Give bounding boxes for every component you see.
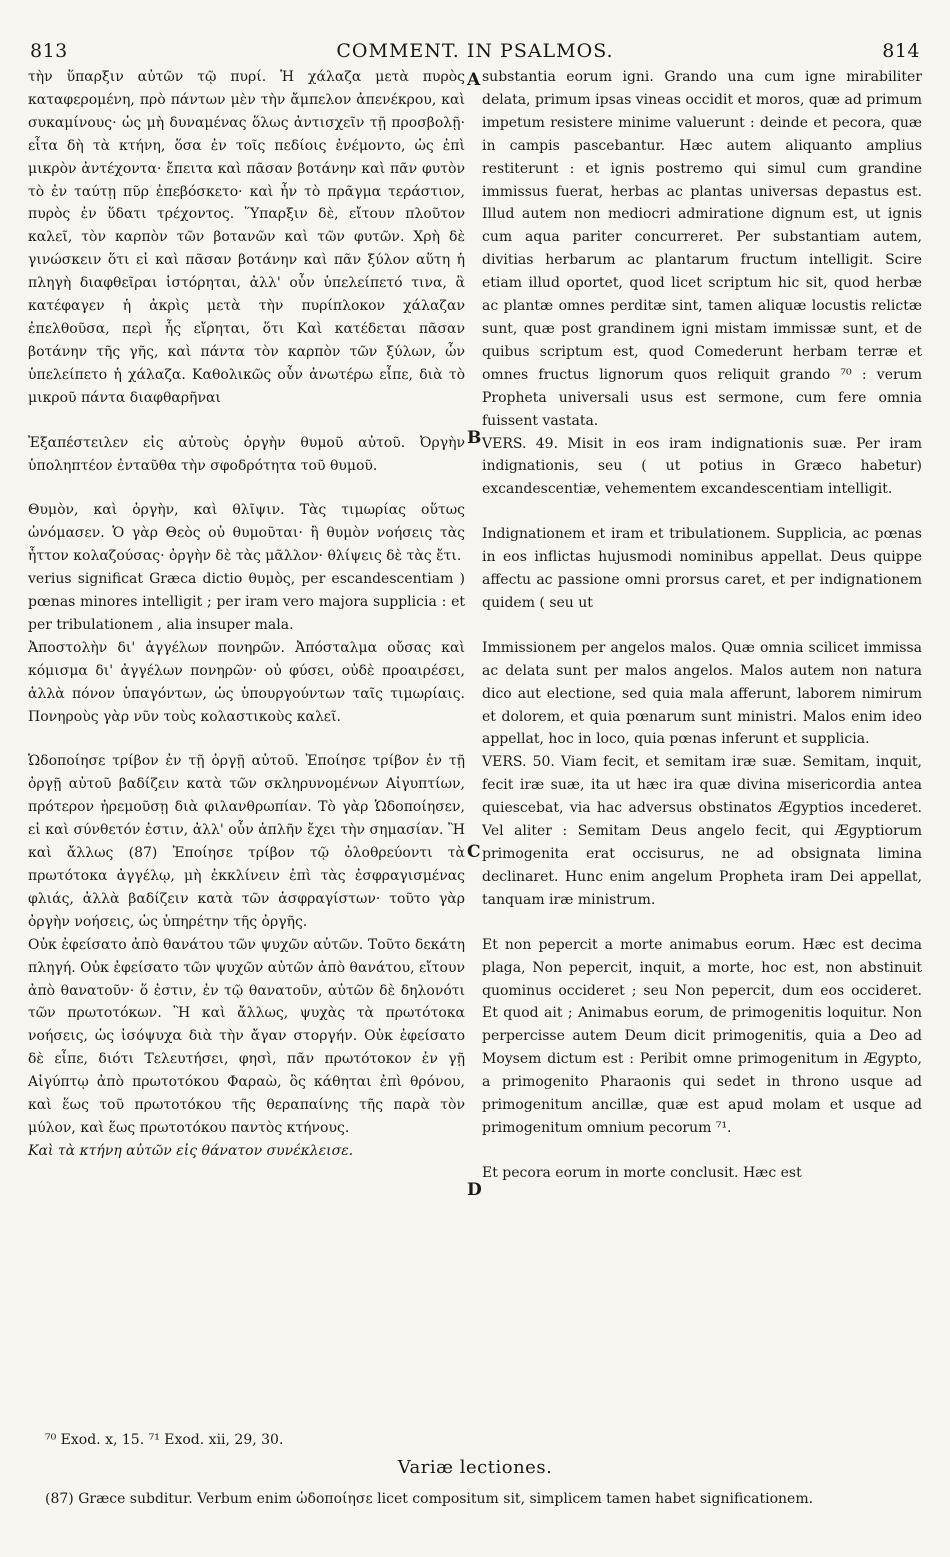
latin-spanning-line: verius significat Græca dictio θυμὸς, per escandescentiam ) pœnas minores intelligit ; per iram vero majora supplicia : et per tribulationem , alia insuper mala. <box>28 571 465 633</box>
variae-lectiones-text: (87) Græce subditur. Verbum enim ὡδοποίησε licet compositum sit, simplicem tamen habet significationem. <box>45 1491 814 1507</box>
margin-mark-d: D <box>467 1180 482 1200</box>
greek-paragraph-2: Ἐξαπέστειλεν εἰς αὐτοὺς ὀργὴν θυμοῦ αὐτοῦ. Ὀργὴν ὑποληπτέον ἐνταῦθα τὴν σφοδρότητα τοῦ θυμοῦ. <box>28 434 465 474</box>
right-page-number: 814 <box>882 40 920 62</box>
footnotes: ⁷⁰ Exod. x, 15. ⁷¹ Exod. xii, 29, 30. <box>45 1432 284 1448</box>
variae-lectiones-title: Variæ lectiones. <box>397 1457 553 1478</box>
greek-paragraph-1: τὴν ὕπαρξιν αὐτῶν τῷ πυρί. Ἡ χάλαζα μετὰ πυρὸς καταφερομένη, πρὸ πάντων μὲν τὴν ἄμπελον ἀπενέκρου, καὶ συκαμίνους· ὡς μὴ δυναμένας ὅλως ἀντισχεῖν τῇ προσβολῇ· εἶτα δὴ τὰ κτήνη, ὅσα ἐν τοῖς πεδίοις ἐνέμοντο, ὡς ἐπὶ μικρὸν ἀντέχοντα· ἔπειτα καὶ πᾶσαν βοτάνην καὶ πᾶν φυτὸν τὸ ἐν ταύτῃ πῦρ ἐπεβόσκετο· καὶ ἦν τὸ πρᾶγμα τεράστιον, πυρὸς ἐν ὕδατι τρέχοντος. Ὕπαρξιν δὲ, εἴτουν πλοῦτον καλεῖ, τὸν καρπὸν τῶν βοτανῶν καὶ τῶν φυτῶν. Χρὴ δὲ γινώσκειν ὅτι εἰ καὶ πᾶσαν βοτάνην καὶ πᾶν ξύλον αὕτη ἡ πληγὴ διαφθεῖραι ἱστόρηται, ἀλλ' οὖν ὑπελείπετό τινα, ἃ κατέφαγεν ἡ ἀκρὶς μετὰ τὴν πυρίπλοκον χάλαζαν ἐπελθοῦσα, περὶ ἧς εἴρηται, ὅτι Καὶ κατέδεται πᾶσαν βοτάνην τῆς γῆς, καὶ πάντα τὸν καρπὸν τῶν ξύλων, ὧν ὑπελείπετο ἡ χάλαζα. Καθολικῶς οὖν ἀνωτέρω εἶπε, διὰ τὸ μικροῦ πάντα διαφθαρῆναι <box>28 69 465 406</box>
latin-paragraph-3: Indignationem et iram et tribulationem. Supplicia, ac pœnas in eos inflictas hujusmodi nominibus appellat. Deus quippe affectu ac passione omni prorsus caret, et per indignationem quidem ( seu ut <box>482 526 922 611</box>
left-page-number: 813 <box>30 40 68 62</box>
latin-paragraph-1: substantia eorum igni. Grando una cum igne mirabiliter delata, primum ipsas vineas occidit et moros, quæ ad primum impetum resistere minime valuerunt : deinde et pecora, quæ in campis pascebantur. Hæc autem aliquanto amplius restiterunt : et ignis postremo qui simul cum grandine immissus fuerat, herbas ac plantas universas depastus est. Illud autem non mediocri admiratione dignum est, ut ignis cum aqua pariter concurreret. Per substantiam autem, divitias herbarum ac plantarum fructum intelligit. Scire etiam illud oportet, quod licet scriptum hic sit, quod herbæ ac plantæ omnes perditæ sint, tamen aliquæ locustis relictæ sunt, quæ post grandinem igni mistam immissæ sunt, et de quibus scriptum est, quod Comederunt herbam terræ et omnes fructus lignorum quos reliquit grando ⁷⁰ : verum Propheta universali usus est sermone, cum fere omnia fuissent vastata. <box>482 69 922 429</box>
margin-mark-b: B <box>467 428 482 448</box>
running-title: COMMENT. IN PSALMOS. <box>336 40 614 62</box>
greek-paragraph-3: Θυμὸν, καὶ ὀργὴν, καὶ θλῖψιν. Τὰς τιμωρίας οὕτως ὠνόμασεν. Ὁ γὰρ Θεὸς οὐ θυμοῦται· ἢ θυμὸν νοήσεις τὰς ἧττον κολαζούσας· ὀργὴν δὲ τὰς μᾶλλον· θλίψεις δὲ τὰς ἔτι. <box>28 502 465 565</box>
greek-column <box>28 66 465 1163</box>
latin-paragraph-5: VERS. 50. Viam fecit, et semitam iræ suæ. Semitam, inquit, fecit iræ suæ, ita ut hæc ira quæ divina misericordia antea quiescebat, via hac adversus obstinatos Ægyptios incederet. Vel aliter : Semitam Deus angelo fecit, qui Ægyptiorum primogenita erat occisurus, ne ad obsignata limina declinaret. Hunc enim angelum Propheta iram Dei appellat, tanquam iræ ministrum. <box>482 754 922 908</box>
latin-paragraph-2: VERS. 49. Misit in eos iram indignationis suæ. Per iram indignationis, seu ( ut potius in Græco habetur) excandescentiæ, vehementem excandescentiam intelligit. <box>482 435 922 498</box>
greek-paragraph-5: Ὡδοποίησε τρίβον ἐν τῇ ὀργῇ αὐτοῦ. Ἐποίησε τρίβον ἐν τῇ ὀργῇ αὐτοῦ βαδίζειν κατὰ τῶν σκληρυνομένων Αἰγυπτίων, πρότερον ἠρεμοῦσῃ διὰ φιλανθρωπίαν. Τὸ γὰρ Ὡδοποίησεν, εἰ καὶ σύνθετόν ἐστιν, ἀλλ' οὖν ἁπλῆν ἔχει τὴν σημασίαν. Ἢ καὶ ἄλλως (87) Ἐποίησε τρίβον τῷ ὀλοθρεύοντι τὰ πρωτότοκα ἀγγέλῳ, μὴ ἐκκλίνειν ἐπὶ τὰς ἐσφραγισμένας φλιάς, ἀλλὰ βαδίζειν κατὰ τῶν ἀσφραγίστων· τοῦτο γὰρ ὀργὴν νοήσεις, ὡς ὑπηρέτην τῆς ὀργῆς. <box>28 753 465 930</box>
greek-paragraph-7: Καὶ τὰ κτήνη αὐτῶν εἰς θάνατον συνέκλεισε. <box>28 1142 354 1159</box>
latin-paragraph-6: Et non pepercit a morte animabus eorum. Hæc est decima plaga, Non pepercit, inquit, a morte, hoc est, non abstinuit quominus occideret ; seu Non pepercit, dum eos occideret. Et quod ait ; Animabus eorum, de primogenitis loquitur. Non perpercisse autem Deum dicit primogenitis, quia a Deo ad Moysem dictum est : Peribit omne primogenitum in Ægypto, a primogenito Pharaonis qui sedet in throno usque ad primogenitum ancillæ, quæ est apud molam et usque ad primogenitum omnium pecorum ⁷¹. <box>482 936 922 1136</box>
greek-paragraph-4: Ἀποστολὴν δι' ἀγγέλων πονηρῶν. Ἀπόσταλμα οὔσας καὶ κόμισμα δι' ἀγγέλων πονηρῶν· οὐ φύσει, οὐδὲ προαιρέσει, ἀλλὰ πόνον ὑπαγόντων, ὡς ὑπουργούντων ταῖς τιμωρίαις. Πονηροὺς γὰρ νῦν τοὺς κολαστικοὺς καλεῖ. <box>28 639 465 725</box>
latin-paragraph-4: Immissionem per angelos malos. Quæ omnia scilicet immissa ac delata sunt per malos angelos. Malos autem non natura dico aut electione, sed quia mala afferunt, laborem nimirum et dolorem, et quia pœnarum sunt ministri. Malos enim ideo appellat, hoc in loco, quia pœnas inferunt et supplicia. <box>482 639 922 748</box>
greek-paragraph-6: Οὐκ ἐφείσατο ἀπὸ θανάτου τῶν ψυχῶν αὐτῶν. Τοῦτο δεκάτη πληγή. Οὐκ ἐφείσατο τῶν ψυχῶν αὐτῶν ἀπὸ θανάτου, εἴτουν ἀπὸ θανατοῦν· ὅ ἐστιν, ἐν τῷ θανατοῦν, αὐτῶν δὲ δηλονότι τῶν πρωτοτόκων. Ἢ καὶ ἄλλως, ψυχὰς τὰ πρωτότοκα νοήσεις, ὡς ἰσόψυχα διὰ τὴν ἄγαν στοργήν. Οὐκ ἐφείσατο δὲ εἶπε, διότι Τελευτήσει, φησὶ, πᾶν πρωτότοκον ἐν γῇ Αἰγύπτῳ ἀπὸ πρωτοτόκου Φαραὼ, ὃς κάθηται ἐπὶ θρόνου, καὶ ἕως τοῦ πρωτοτόκου τῆς θεραπαίνης τῆς παρὰ τὸν μύλον, καὶ ἕως πρωτοτόκου παντὸς κτήνους. <box>28 936 465 1136</box>
latin-paragraph-7: Et pecora eorum in morte conclusit. Hæc est <box>482 1164 802 1181</box>
margin-mark-c: C <box>467 842 481 862</box>
margin-mark-a: A <box>467 70 481 90</box>
latin-column <box>482 66 922 1185</box>
